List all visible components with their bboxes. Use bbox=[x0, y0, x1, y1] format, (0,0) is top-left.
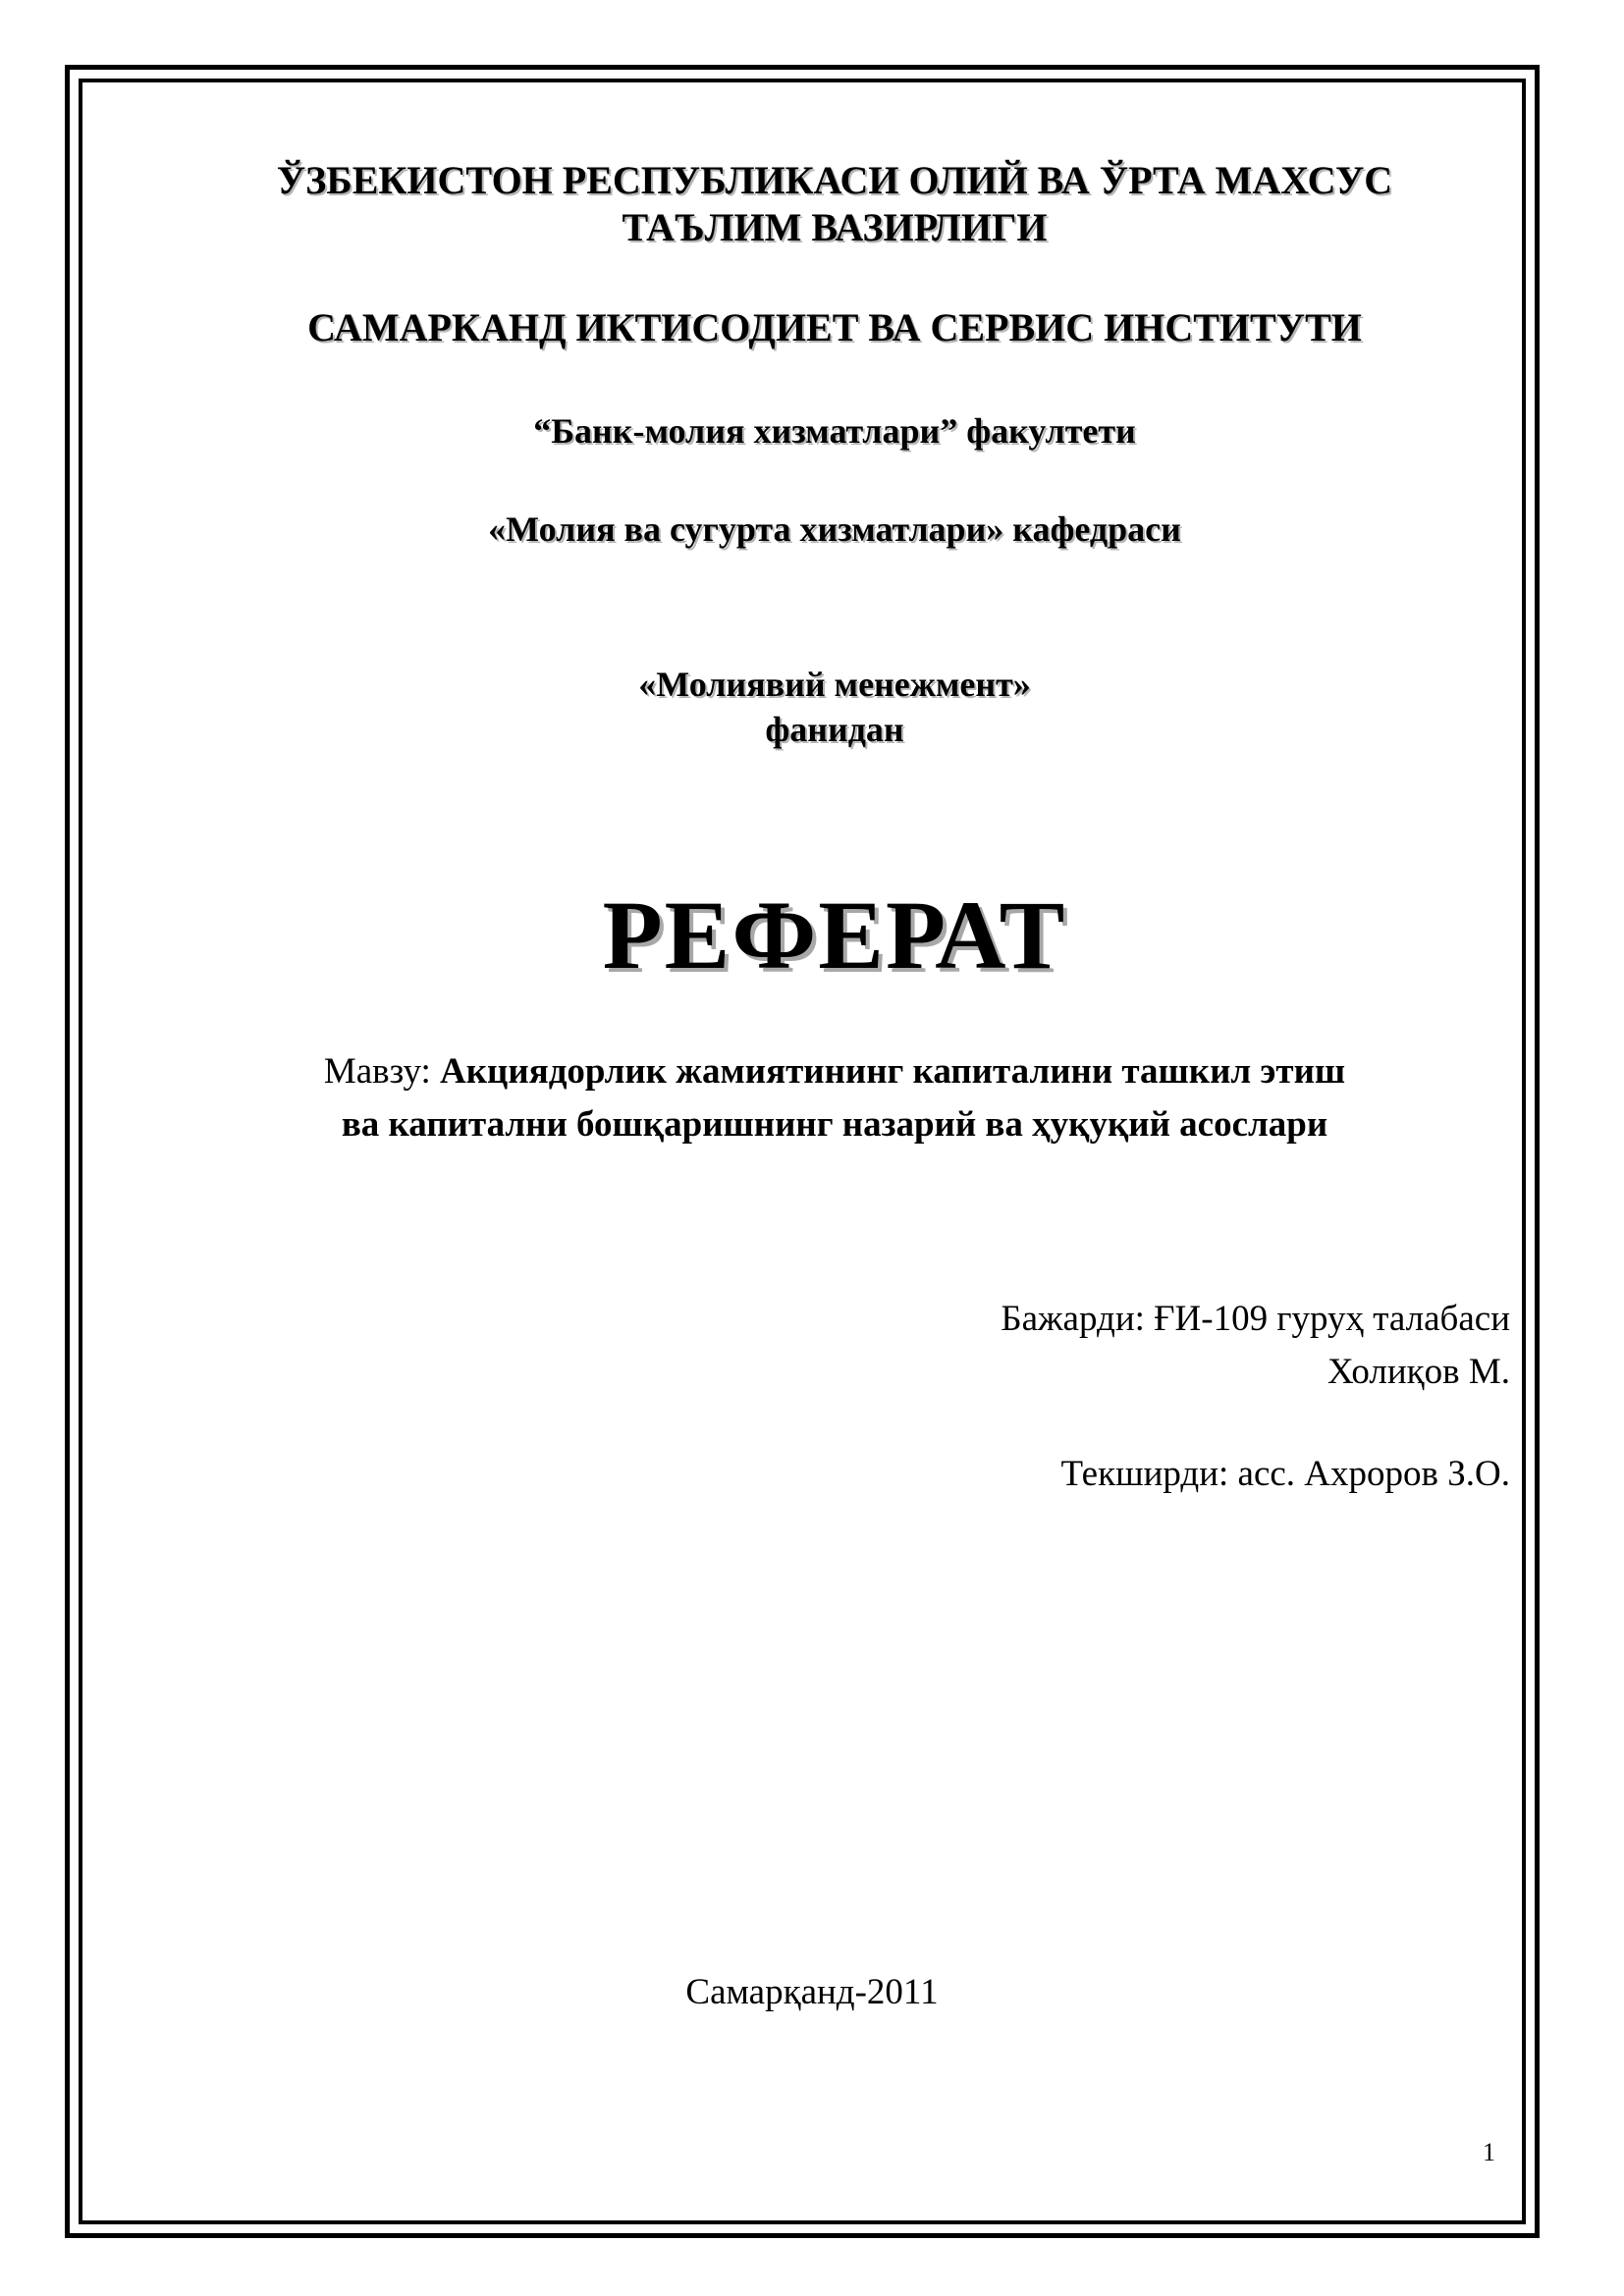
institute-name: САМАРКАНД ИКТИСОДИЕТ ВА СЕРВИС ИНСТИТУТИ bbox=[307, 305, 1362, 349]
document-title: РЕФЕРАТ bbox=[602, 881, 1067, 989]
department-name: «Молия ва сугурта хизматлари» кафедраси bbox=[488, 509, 1181, 549]
page-border-inner bbox=[79, 79, 1526, 2224]
topic-text-1: Акциядорлик жамиятининг капиталини ташкил этиш bbox=[440, 1051, 1346, 1092]
page-number: 1 bbox=[1483, 2138, 1495, 2166]
topic-text-2: ва капитални бошқаришнинг назарий ва ҳуқуқий асослари bbox=[341, 1104, 1328, 1145]
faculty-name: “Банк-молия хизматлари” факултети bbox=[533, 411, 1136, 451]
author-line-2: Холиқов М. bbox=[1326, 1352, 1510, 1392]
reviewer-line: Текширди: асс. Ахроров З.О. bbox=[1060, 1454, 1510, 1494]
subject-suffix: фанидан bbox=[765, 710, 904, 749]
ministry-line-2: ТАЪЛИМ ВАЗИРЛИГИ bbox=[622, 205, 1048, 249]
ministry-line-1: ЎЗБЕКИСТОН РЕСПУБЛИКАСИ ОЛИЙ ВА ЎРТА МАХСУС bbox=[276, 158, 1393, 202]
topic-line-1 bbox=[147, 1050, 1522, 1093]
author-line-1: Бажарди: ҒИ-109 гуруҳ талабаси bbox=[1001, 1299, 1510, 1339]
city-year: Самарқанд-2011 bbox=[685, 1972, 939, 2012]
subject-name: «Молиявий менежмент» bbox=[638, 665, 1031, 704]
topic-label: Мавзу: bbox=[323, 1051, 441, 1092]
topic-line-2 bbox=[147, 1103, 1522, 1146]
